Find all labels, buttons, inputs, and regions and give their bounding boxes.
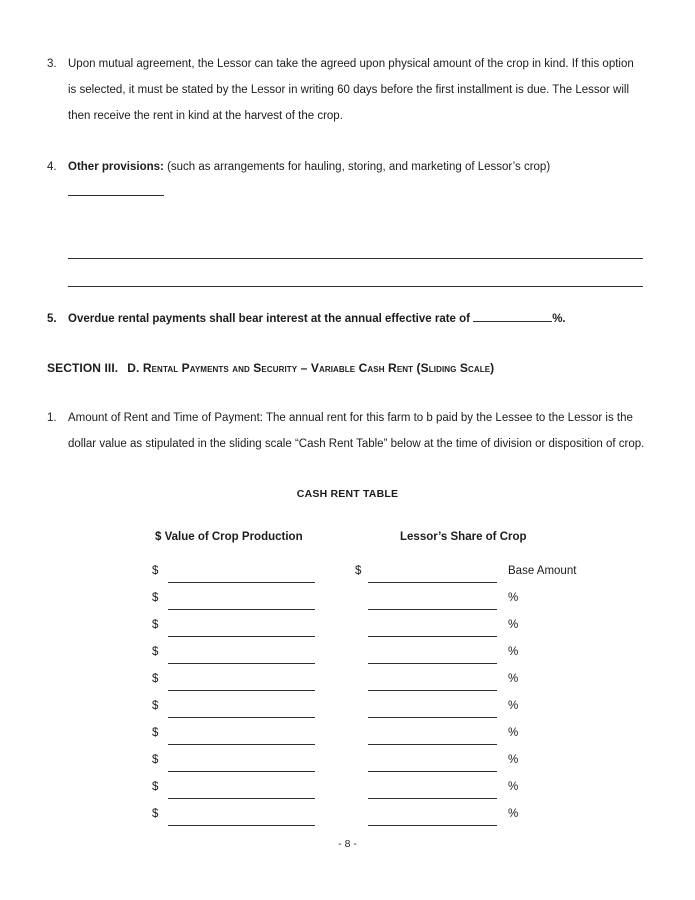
row-suffix-label: % xyxy=(508,727,519,739)
row-col1-blank[interactable] xyxy=(168,774,315,799)
row-col1-blank[interactable] xyxy=(168,558,315,583)
row-col1-dollar: $ xyxy=(152,673,159,685)
interest-rate-blank[interactable] xyxy=(473,308,552,322)
clause-3-text: Upon mutual agreement, the Lessor can take the agreed upon physical amount of the crop in kind. If this option is selected, it must be stated by the Lessor in writing 60 days before the first installment is due. The Lessor will then receive the rent in kind at the harvest of the crop. xyxy=(68,58,634,122)
clause-3-number: 3. xyxy=(47,58,57,70)
cash-rent-table-row xyxy=(152,745,695,772)
clause-1-text: Amount of Rent and Time of Payment: The annual rent for this farm to b paid by the Lessee to the Lessor is the dollar value as stipulated in the sliding scale “Cash Rent Table” below at the time of division or disposition of crop. xyxy=(68,412,645,450)
cash-rent-table-row xyxy=(152,610,695,637)
row-suffix-label: % xyxy=(508,754,519,766)
row-col2-blank[interactable] xyxy=(368,585,497,610)
cash-rent-table-row xyxy=(152,583,695,610)
row-suffix-label: % xyxy=(508,619,519,631)
cash-rent-table-row xyxy=(152,637,695,664)
column-header-lessors-share: Lessor’s Share of Crop xyxy=(400,531,527,543)
row-col2-blank[interactable] xyxy=(368,666,497,691)
cash-rent-table-title: CASH RENT TABLE xyxy=(296,488,399,500)
section-heading-title: Rental Payments and Security – Variable Cash Rent (Sliding Scale) xyxy=(142,361,495,375)
clause-5-before-blank: Overdue rental payments shall bear interest at the annual effective rate of xyxy=(68,313,470,325)
clause-4-bold-label: Other provisions: xyxy=(68,161,164,173)
row-col1-blank[interactable] xyxy=(168,639,315,664)
cash-rent-table-row xyxy=(152,799,695,826)
cash-rent-table-row xyxy=(152,556,695,583)
row-col1-dollar: $ xyxy=(152,808,159,820)
row-col1-dollar: $ xyxy=(152,700,159,712)
cash-rent-table-headers xyxy=(155,531,695,543)
cash-rent-table-row xyxy=(152,718,695,745)
clause-5-text xyxy=(68,306,645,332)
row-col2-blank[interactable] xyxy=(368,639,497,664)
cash-rent-table-row xyxy=(152,772,695,799)
clause-4-rest-text: (such as arrangements for hauling, storing, and marketing of Lessor’s crop) xyxy=(167,161,551,173)
row-col2-dollar: $ xyxy=(355,565,362,577)
column-header-value-of-crop: $ Value of Crop Production xyxy=(155,531,303,543)
row-col1-dollar: $ xyxy=(152,727,159,739)
cash-rent-table-row xyxy=(152,664,695,691)
row-col2-blank[interactable] xyxy=(368,693,497,718)
row-col2-blank[interactable] xyxy=(368,774,497,799)
clause-5-number: 5. xyxy=(47,313,57,325)
row-col1-dollar: $ xyxy=(152,646,159,658)
row-suffix-label: % xyxy=(508,808,519,820)
row-col1-blank[interactable] xyxy=(168,666,315,691)
row-col1-dollar: $ xyxy=(152,781,159,793)
row-suffix-label: Base Amount xyxy=(508,565,577,577)
section-heading-label: SECTION III. xyxy=(47,361,119,375)
clause-4-number: 4. xyxy=(47,161,57,173)
row-col2-blank[interactable] xyxy=(368,612,497,637)
row-col1-blank[interactable] xyxy=(168,693,315,718)
row-suffix-label: % xyxy=(508,700,519,712)
page-number: - 8 - xyxy=(338,838,357,850)
row-col2-blank[interactable] xyxy=(368,801,497,826)
row-suffix-label: % xyxy=(508,781,519,793)
row-col1-dollar: $ xyxy=(152,592,159,604)
other-provisions-write-line-1[interactable] xyxy=(68,231,643,259)
clause-1 xyxy=(47,405,645,457)
row-suffix-label: % xyxy=(508,592,519,604)
clause-1-number: 1. xyxy=(47,412,57,424)
row-col2-blank[interactable] xyxy=(368,747,497,772)
section-heading xyxy=(47,361,695,375)
row-suffix-label: % xyxy=(508,673,519,685)
row-col1-blank[interactable] xyxy=(168,612,315,637)
clause-4-text xyxy=(68,154,645,206)
clause-4 xyxy=(47,154,645,206)
row-col1-blank[interactable] xyxy=(168,801,315,826)
clause-5-after-blank: %. xyxy=(552,313,566,325)
clause-3 xyxy=(47,0,645,129)
row-col1-blank[interactable] xyxy=(168,747,315,772)
section-heading-letter: D. xyxy=(127,361,140,375)
cash-rent-table-row xyxy=(152,691,695,718)
row-col1-dollar: $ xyxy=(152,619,159,631)
row-col1-blank[interactable] xyxy=(168,585,315,610)
row-col2-blank[interactable] xyxy=(368,558,497,583)
row-col1-dollar: $ xyxy=(152,565,159,577)
row-col1-blank[interactable] xyxy=(168,720,315,745)
other-provisions-inline-blank[interactable] xyxy=(68,182,164,196)
row-col1-dollar: $ xyxy=(152,754,159,766)
cash-rent-table-rows xyxy=(152,556,695,826)
row-col2-blank[interactable] xyxy=(368,720,497,745)
row-suffix-label: % xyxy=(508,646,519,658)
clause-5 xyxy=(47,306,645,332)
other-provisions-write-line-2[interactable] xyxy=(68,259,643,287)
